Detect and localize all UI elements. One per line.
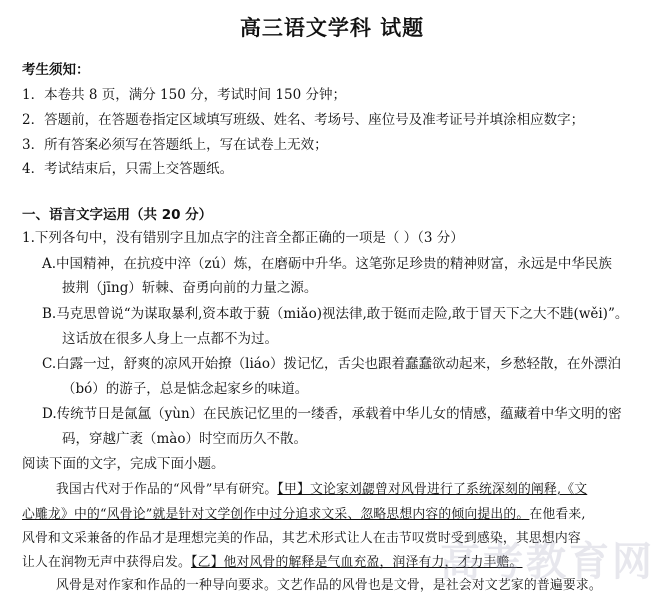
passage-text: 让人在润物无声中获得启发。	[22, 555, 191, 570]
question-stem: 1.下列各句中，没有错别字且加点字的注音全都正确的一项是（ ）（3 分）	[22, 230, 464, 246]
passage-line-5: 风骨是对作家和作品的一种导向要求。文艺作品的风骨也是文骨，是社会对文艺家的普遍要求。	[56, 578, 602, 593]
option-b-line-2: 这话放在很多人身上一点都不为过。	[62, 331, 278, 347]
page-title: 高三语文学科 试题	[239, 16, 425, 40]
option-d-line-2: 码，穿越广袤（mào）时空而历久不散。	[62, 431, 307, 447]
passage-line-1	[56, 478, 587, 497]
notice-item-1: 1．本卷共 8 页，满分 150 分，考试时间 150 分钟；	[22, 87, 346, 103]
notice-heading: 考生须知：	[22, 62, 90, 78]
reading-intro: 阅读下面的文字，完成下面小题。	[22, 456, 225, 472]
notice-item-2: 2．答题前，在答题卷指定区域填写班级、姓名、考场号、座位号及准考证号并填涂相应数字；	[22, 112, 585, 128]
passage-line-4	[22, 551, 523, 570]
passage-marked-jia-cont: 心雕龙》中的“风骨论”就是针对文学创作中过分追求文采、忽略思想内容的倾向提出的。	[22, 507, 530, 522]
notice-item-3: 3．所有答案必须写在答题纸上，写在试卷上无效；	[22, 137, 328, 153]
option-c-line-1: C.白露一过，舒爽的凉风开始撩（liáo）拨记忆，舌尖也跟着蠢蠢欲动起来，乡愁轻散，在外漂泊	[42, 356, 621, 372]
watermark: 高考教育网	[440, 539, 655, 585]
passage-text: 我国古代对于作品的“风骨”早有研究。	[56, 482, 278, 497]
passage-marked-yi: 【乙】他对风骨的解释是气血充盈，润泽有力，才力丰赡。	[190, 555, 523, 570]
passage-marked-jia: 【甲】文论家刘勰曾对风骨进行了系统深刻的阐释,《文	[277, 482, 588, 497]
option-d-line-1: D.传统节日是氤氲（yùn）在民族记忆里的一缕香，承载着中华儿女的情感，蕴藏着中华文明的密	[42, 406, 622, 422]
section-heading: 一、语言文字运用（共 20 分）	[22, 207, 213, 223]
notice-item-4: 4．考试结束后，只需上交答题纸。	[22, 161, 234, 177]
option-a-line-2: 披荆（jīng）斩棘、奋勇向前的力量之源。	[62, 280, 318, 296]
passage-line-3: 风骨和文采兼备的作品才是理想完美的作品，其艺术形式让人在击节叹赏时受到感染，其思想内容	[22, 531, 581, 546]
passage-line-2	[22, 503, 586, 522]
option-a-line-1: A.中国精神，在抗疫中淬（zú）炼，在磨砺中升华。这笔弥足珍贵的精神财富，永远是中华民族	[42, 256, 612, 272]
option-b-line-1: B.马克思曾说“为谋取暴利,资本敢于藐（miǎo)视法律,敢于铤而走险,敢于冒天下之大不韪(wěi)”。	[42, 306, 629, 322]
option-c-line-2: （bó）的游子，总是惦念起家乡的味道。	[62, 381, 309, 397]
passage-text: 在他看来,	[529, 507, 586, 522]
